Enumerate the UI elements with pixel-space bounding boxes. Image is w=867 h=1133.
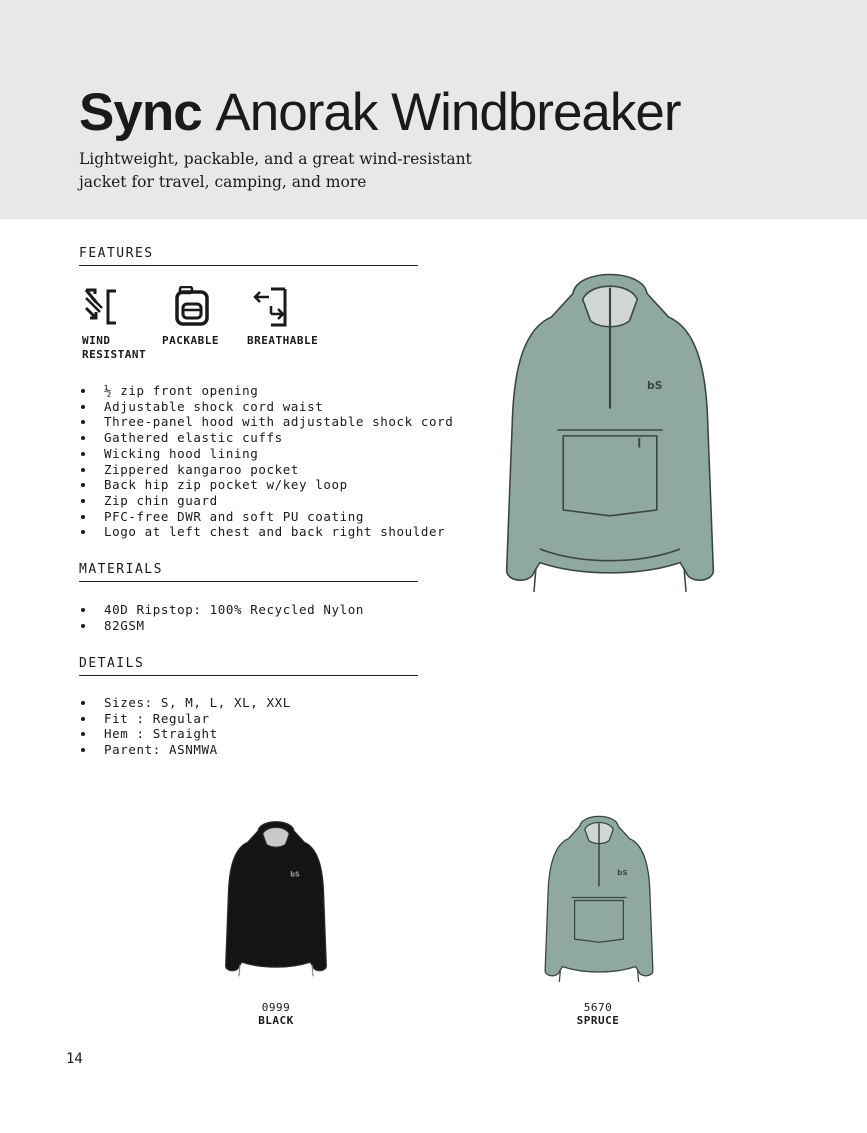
feature-wind-resistant [82, 286, 172, 362]
list-item: Gathered elastic cuffs [79, 430, 453, 446]
page-subtitle [79, 148, 499, 194]
list-item: Zippered kangaroo pocket [79, 462, 453, 478]
title-brand: Sync [79, 83, 202, 142]
main-product-image [493, 258, 727, 604]
logo-mark: bS [290, 870, 300, 879]
feature-label-line: RESISTANT [82, 348, 147, 361]
list-item: ½ zip front opening [79, 383, 453, 399]
page-number: 14 [66, 1051, 83, 1067]
logo-mark: bS [617, 868, 628, 878]
list-item: Hem : Straight [79, 726, 291, 742]
materials-list [79, 602, 364, 633]
colorway-code: 5670 [583, 1001, 613, 1014]
list-item: Sizes: S, M, L, XL, XXL [79, 695, 291, 711]
colorway-caption-spruce [538, 1001, 658, 1027]
list-item: Logo at left chest and back right shoulder [79, 524, 453, 540]
colorway-image-black [219, 806, 333, 990]
feature-label-line: WIND [82, 334, 111, 347]
list-item: Parent: ASNMWA [79, 742, 291, 758]
feature-label: PACKABLE [162, 334, 219, 347]
list-item: Back hip zip pocket w/key loop [79, 477, 453, 493]
list-item: Adjustable shock cord waist [79, 399, 453, 415]
breathable-icon [247, 286, 297, 328]
list-item: Fit : Regular [79, 711, 291, 727]
subtitle-line-2: jacket for travel, camping, and more [79, 173, 367, 191]
materials-heading: MATERIALS [79, 562, 418, 582]
list-item: Wicking hood lining [79, 446, 453, 462]
colorway-caption-black [216, 1001, 336, 1027]
packable-icon [162, 286, 222, 328]
list-item: 40D Ripstop: 100% Recycled Nylon [79, 602, 364, 618]
list-item: PFC-free DWR and soft PU coating [79, 509, 453, 525]
colorway-image-spruce [538, 806, 660, 990]
colorway-code: 0999 [261, 1001, 291, 1014]
feature-label [82, 334, 172, 362]
feature-label: BREATHABLE [247, 334, 319, 347]
title-product: Anorak Windbreaker [215, 83, 681, 142]
page-title [79, 82, 681, 144]
features-heading: FEATURES [79, 246, 418, 266]
colorway-name: BLACK [258, 1014, 294, 1027]
list-item: 82GSM [79, 618, 364, 634]
feature-breathable [247, 286, 337, 348]
logo-mark: bS [647, 379, 663, 393]
feature-packable [162, 286, 252, 348]
wind-resistant-icon [82, 286, 122, 328]
list-item: Zip chin guard [79, 493, 453, 509]
details-list [79, 695, 291, 758]
subtitle-line-1: Lightweight, packable, and a great wind-resistant [79, 150, 472, 168]
features-list [79, 383, 453, 540]
details-heading: DETAILS [79, 656, 418, 676]
header-band [0, 0, 867, 219]
list-item: Three-panel hood with adjustable shock cord [79, 414, 453, 430]
colorway-name: SPRUCE [576, 1014, 620, 1027]
